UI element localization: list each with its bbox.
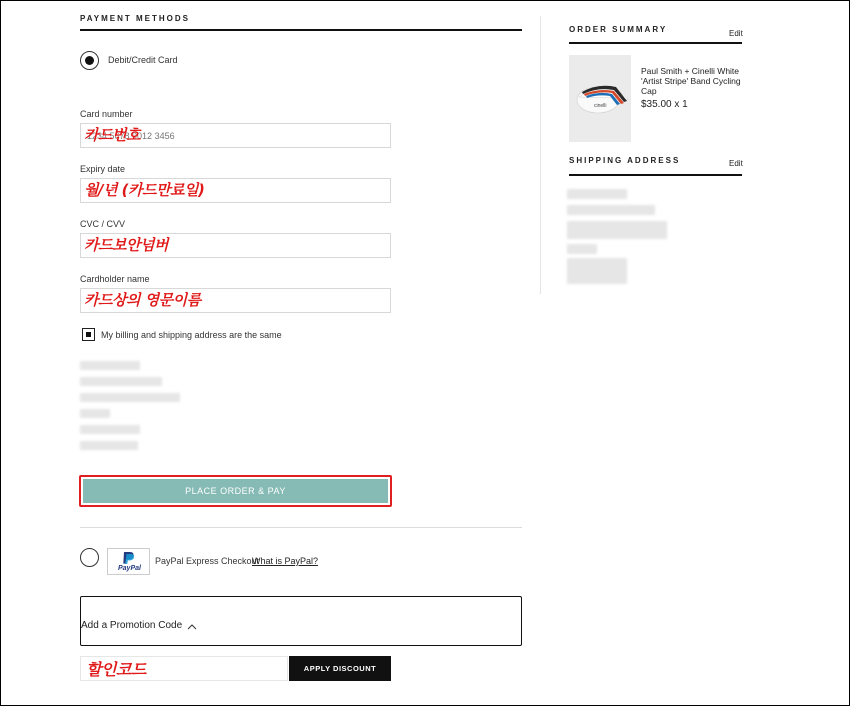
billing-address-line-blurred (80, 361, 140, 370)
payment-methods-title: PAYMENT METHODS (80, 14, 191, 23)
shipping-edit-link[interactable]: Edit (729, 159, 743, 168)
same-address-label: My billing and shipping address are the same (101, 330, 282, 340)
shipping-address-line-blurred (567, 189, 627, 199)
card-number-field[interactable] (80, 123, 391, 148)
billing-address-line-blurred (80, 377, 162, 386)
cardholder-field[interactable] (80, 288, 391, 313)
cycling-cap-icon (569, 55, 631, 142)
column-divider (540, 16, 541, 294)
product-image (569, 55, 631, 142)
paypal-label: PayPal Express Checkout (155, 556, 260, 566)
paypal-radio[interactable] (80, 548, 99, 567)
cvc-field[interactable] (80, 233, 391, 258)
chevron-up-icon (187, 623, 197, 630)
card-number-input[interactable] (81, 124, 390, 147)
shipping-address-line-blurred (567, 258, 627, 284)
cardholder-annotation: 카드상의 영문이름 (84, 291, 201, 309)
paypal-logo (107, 548, 150, 575)
order-summary-edit-link[interactable]: Edit (729, 29, 743, 38)
card-number-annotation: 카드번호 (84, 126, 140, 144)
billing-address-line-blurred (80, 409, 110, 418)
billing-address-line-blurred (80, 441, 138, 450)
paypal-logo-text: PayPal (118, 565, 141, 572)
divider (80, 527, 522, 528)
shipping-address-title: SHIPPING ADDRESS (569, 156, 681, 165)
payment-title-rule (80, 29, 522, 31)
expiry-input[interactable] (81, 179, 390, 202)
radio-selected-dot (85, 56, 94, 65)
cvc-label: CVC / CVV (80, 219, 126, 229)
expiry-field[interactable] (80, 178, 391, 203)
expiry-annotation: 월/년 (카드만료일) (84, 181, 205, 199)
shipping-address-line-blurred (567, 221, 667, 239)
shipping-rule (569, 174, 742, 176)
promo-code-input[interactable] (80, 656, 288, 681)
checkbox-checked-mark (86, 332, 91, 337)
card-option-label: Debit/Credit Card (108, 55, 178, 65)
cvc-input[interactable] (81, 234, 390, 257)
same-address-checkbox[interactable] (82, 328, 95, 341)
order-summary-title: ORDER SUMMARY (569, 25, 668, 34)
apply-discount-button[interactable]: APPLY DISCOUNT (289, 656, 391, 681)
cardholder-label: Cardholder name (80, 274, 150, 284)
what-is-paypal-link[interactable]: What is PayPal? (252, 556, 319, 566)
order-summary-rule (569, 42, 742, 44)
card-number-label: Card number (80, 109, 133, 119)
shipping-address-line-blurred (567, 205, 655, 215)
billing-address-line-blurred (80, 393, 180, 402)
promo-annotation: 할인코드 (86, 660, 146, 679)
product-price: $35.00 x 1 (641, 99, 688, 110)
place-order-highlight (79, 475, 392, 507)
cvc-annotation: 카드보안넘버 (84, 236, 168, 254)
product-name: Paul Smith + Cinelli White 'Artist Stripe' Band Cycling Cap (641, 66, 741, 96)
promo-toggle-label: Add a Promotion Code (81, 620, 183, 631)
shipping-address-line-blurred (567, 244, 597, 254)
expiry-label: Expiry date (80, 164, 126, 174)
place-order-button[interactable]: PLACE ORDER & PAY (83, 479, 388, 503)
svg-text:cinelli: cinelli (594, 103, 607, 109)
cardholder-input[interactable] (81, 289, 390, 312)
billing-address-line-blurred (80, 425, 140, 434)
promo-toggle[interactable] (80, 596, 522, 646)
card-radio[interactable] (80, 51, 99, 70)
